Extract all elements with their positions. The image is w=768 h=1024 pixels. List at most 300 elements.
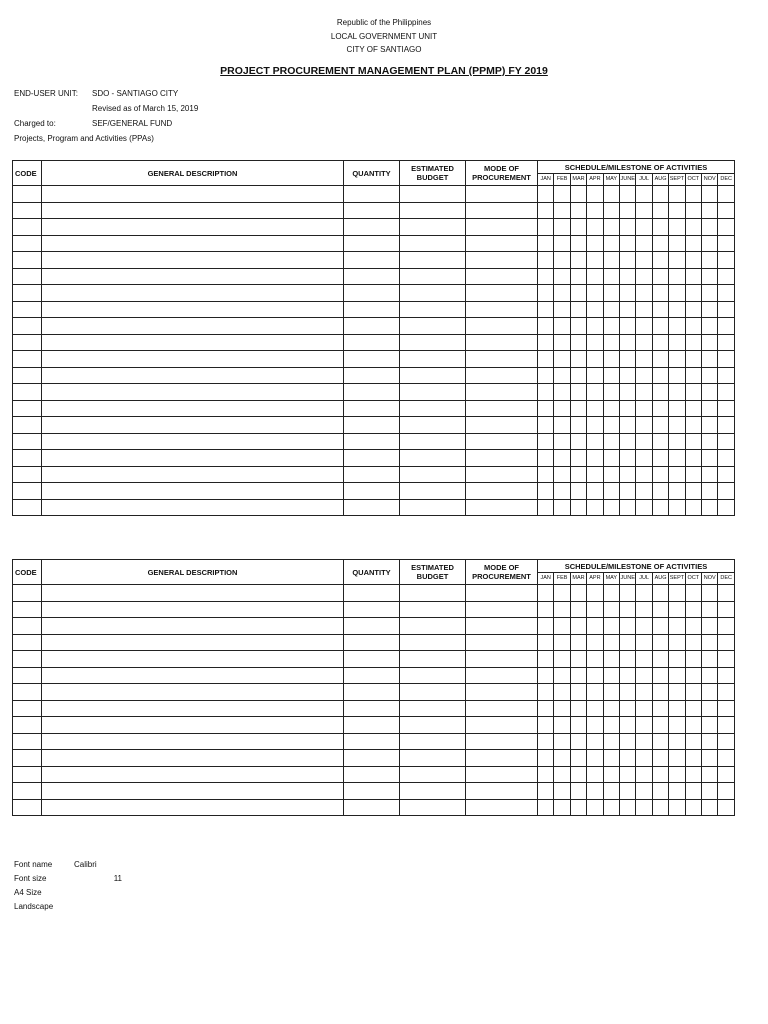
table-cell[interactable] <box>400 700 466 717</box>
table-cell[interactable] <box>669 351 685 368</box>
table-cell[interactable] <box>685 219 701 236</box>
table-cell[interactable] <box>620 766 636 783</box>
table-cell[interactable] <box>603 202 619 219</box>
table-cell[interactable] <box>587 717 603 734</box>
table-cell[interactable] <box>554 783 570 800</box>
table-cell[interactable] <box>718 618 734 635</box>
table-cell[interactable] <box>620 618 636 635</box>
table-cell[interactable] <box>554 634 570 651</box>
table-cell[interactable] <box>538 384 554 401</box>
table-cell[interactable] <box>13 400 42 417</box>
table-cell[interactable] <box>636 351 652 368</box>
table-cell[interactable] <box>603 285 619 302</box>
table-cell[interactable] <box>466 499 538 516</box>
table-cell[interactable] <box>636 285 652 302</box>
table-cell[interactable] <box>13 334 42 351</box>
table-cell[interactable] <box>685 483 701 500</box>
table-cell[interactable] <box>603 334 619 351</box>
table-cell[interactable] <box>344 367 400 384</box>
table-cell[interactable] <box>685 750 701 767</box>
table-cell[interactable] <box>685 268 701 285</box>
table-cell[interactable] <box>344 733 400 750</box>
table-cell[interactable] <box>400 235 466 252</box>
table-cell[interactable] <box>620 733 636 750</box>
table-cell[interactable] <box>669 750 685 767</box>
table-cell[interactable] <box>669 667 685 684</box>
table-cell[interactable] <box>603 750 619 767</box>
table-cell[interactable] <box>42 400 344 417</box>
table-cell[interactable] <box>669 301 685 318</box>
table-cell[interactable] <box>652 651 668 668</box>
table-cell[interactable] <box>42 318 344 335</box>
table-cell[interactable] <box>620 186 636 203</box>
table-cell[interactable] <box>466 334 538 351</box>
table-cell[interactable] <box>13 499 42 516</box>
table-cell[interactable] <box>685 367 701 384</box>
table-cell[interactable] <box>466 186 538 203</box>
table-cell[interactable] <box>538 318 554 335</box>
table-cell[interactable] <box>400 717 466 734</box>
table-cell[interactable] <box>554 351 570 368</box>
table-cell[interactable] <box>400 351 466 368</box>
table-cell[interactable] <box>13 585 42 602</box>
table-cell[interactable] <box>603 450 619 467</box>
table-cell[interactable] <box>603 268 619 285</box>
table-cell[interactable] <box>652 433 668 450</box>
table-cell[interactable] <box>652 700 668 717</box>
table-cell[interactable] <box>702 799 718 816</box>
table-cell[interactable] <box>718 252 734 269</box>
table-cell[interactable] <box>538 651 554 668</box>
table-cell[interactable] <box>42 799 344 816</box>
table-cell[interactable] <box>620 301 636 318</box>
table-cell[interactable] <box>603 783 619 800</box>
table-cell[interactable] <box>685 450 701 467</box>
table-cell[interactable] <box>570 384 586 401</box>
table-cell[interactable] <box>636 219 652 236</box>
table-cell[interactable] <box>669 483 685 500</box>
table-cell[interactable] <box>570 750 586 767</box>
table-cell[interactable] <box>587 483 603 500</box>
table-cell[interactable] <box>587 367 603 384</box>
table-cell[interactable] <box>570 334 586 351</box>
table-cell[interactable] <box>466 252 538 269</box>
table-cell[interactable] <box>718 717 734 734</box>
table-cell[interactable] <box>570 301 586 318</box>
table-cell[interactable] <box>466 202 538 219</box>
table-cell[interactable] <box>570 417 586 434</box>
table-cell[interactable] <box>669 186 685 203</box>
table-cell[interactable] <box>603 799 619 816</box>
table-cell[interactable] <box>587 499 603 516</box>
table-cell[interactable] <box>400 499 466 516</box>
table-cell[interactable] <box>570 318 586 335</box>
table-cell[interactable] <box>685 301 701 318</box>
table-cell[interactable] <box>13 799 42 816</box>
table-cell[interactable] <box>702 717 718 734</box>
table-cell[interactable] <box>603 717 619 734</box>
table-cell[interactable] <box>42 186 344 203</box>
table-cell[interactable] <box>636 667 652 684</box>
table-cell[interactable] <box>13 450 42 467</box>
table-cell[interactable] <box>620 235 636 252</box>
table-cell[interactable] <box>587 351 603 368</box>
table-cell[interactable] <box>702 450 718 467</box>
table-cell[interactable] <box>636 252 652 269</box>
table-cell[interactable] <box>702 400 718 417</box>
table-cell[interactable] <box>570 651 586 668</box>
table-cell[interactable] <box>652 219 668 236</box>
table-cell[interactable] <box>587 651 603 668</box>
table-cell[interactable] <box>636 750 652 767</box>
table-cell[interactable] <box>702 634 718 651</box>
table-cell[interactable] <box>400 367 466 384</box>
table-cell[interactable] <box>620 783 636 800</box>
table-cell[interactable] <box>620 450 636 467</box>
table-cell[interactable] <box>554 202 570 219</box>
table-cell[interactable] <box>603 634 619 651</box>
table-cell[interactable] <box>685 351 701 368</box>
table-cell[interactable] <box>587 417 603 434</box>
table-cell[interactable] <box>13 318 42 335</box>
table-cell[interactable] <box>42 733 344 750</box>
table-cell[interactable] <box>400 400 466 417</box>
table-cell[interactable] <box>400 634 466 651</box>
table-cell[interactable] <box>344 585 400 602</box>
table-cell[interactable] <box>570 367 586 384</box>
table-cell[interactable] <box>554 700 570 717</box>
table-cell[interactable] <box>554 219 570 236</box>
table-cell[interactable] <box>718 400 734 417</box>
table-cell[interactable] <box>13 750 42 767</box>
table-cell[interactable] <box>685 318 701 335</box>
table-cell[interactable] <box>400 450 466 467</box>
table-cell[interactable] <box>42 585 344 602</box>
table-cell[interactable] <box>400 618 466 635</box>
table-cell[interactable] <box>603 684 619 701</box>
table-cell[interactable] <box>344 417 400 434</box>
table-cell[interactable] <box>685 651 701 668</box>
table-cell[interactable] <box>685 799 701 816</box>
table-cell[interactable] <box>702 219 718 236</box>
table-cell[interactable] <box>587 450 603 467</box>
table-cell[interactable] <box>669 285 685 302</box>
table-cell[interactable] <box>702 766 718 783</box>
table-cell[interactable] <box>587 384 603 401</box>
table-cell[interactable] <box>702 601 718 618</box>
table-cell[interactable] <box>620 268 636 285</box>
table-cell[interactable] <box>554 334 570 351</box>
table-cell[interactable] <box>466 601 538 618</box>
table-cell[interactable] <box>570 684 586 701</box>
table-cell[interactable] <box>636 334 652 351</box>
table-cell[interactable] <box>400 799 466 816</box>
table-cell[interactable] <box>344 433 400 450</box>
table-cell[interactable] <box>702 733 718 750</box>
table-cell[interactable] <box>538 585 554 602</box>
table-cell[interactable] <box>538 466 554 483</box>
table-cell[interactable] <box>669 466 685 483</box>
table-cell[interactable] <box>603 301 619 318</box>
table-cell[interactable] <box>652 684 668 701</box>
table-cell[interactable] <box>620 400 636 417</box>
table-cell[interactable] <box>685 285 701 302</box>
table-cell[interactable] <box>702 499 718 516</box>
table-cell[interactable] <box>718 417 734 434</box>
table-cell[interactable] <box>702 301 718 318</box>
table-cell[interactable] <box>466 684 538 701</box>
table-cell[interactable] <box>13 667 42 684</box>
table-cell[interactable] <box>554 499 570 516</box>
table-cell[interactable] <box>587 202 603 219</box>
table-cell[interactable] <box>718 318 734 335</box>
table-cell[interactable] <box>570 618 586 635</box>
table-cell[interactable] <box>13 235 42 252</box>
table-cell[interactable] <box>570 433 586 450</box>
table-cell[interactable] <box>466 733 538 750</box>
table-cell[interactable] <box>344 334 400 351</box>
table-cell[interactable] <box>344 783 400 800</box>
table-cell[interactable] <box>42 301 344 318</box>
table-cell[interactable] <box>685 717 701 734</box>
table-cell[interactable] <box>685 601 701 618</box>
table-cell[interactable] <box>652 717 668 734</box>
table-cell[interactable] <box>554 618 570 635</box>
table-cell[interactable] <box>42 450 344 467</box>
table-cell[interactable] <box>603 766 619 783</box>
table-cell[interactable] <box>685 433 701 450</box>
table-cell[interactable] <box>718 766 734 783</box>
table-cell[interactable] <box>570 450 586 467</box>
table-cell[interactable] <box>636 466 652 483</box>
table-cell[interactable] <box>570 585 586 602</box>
table-cell[interactable] <box>669 417 685 434</box>
table-cell[interactable] <box>603 601 619 618</box>
table-cell[interactable] <box>344 684 400 701</box>
table-cell[interactable] <box>554 268 570 285</box>
table-cell[interactable] <box>718 783 734 800</box>
table-cell[interactable] <box>570 717 586 734</box>
table-cell[interactable] <box>636 235 652 252</box>
table-cell[interactable] <box>702 433 718 450</box>
table-cell[interactable] <box>685 684 701 701</box>
table-cell[interactable] <box>669 433 685 450</box>
table-cell[interactable] <box>344 700 400 717</box>
table-cell[interactable] <box>344 252 400 269</box>
table-cell[interactable] <box>400 651 466 668</box>
table-cell[interactable] <box>42 334 344 351</box>
table-cell[interactable] <box>652 750 668 767</box>
table-cell[interactable] <box>652 799 668 816</box>
table-cell[interactable] <box>13 219 42 236</box>
table-cell[interactable] <box>570 634 586 651</box>
table-cell[interactable] <box>554 235 570 252</box>
table-cell[interactable] <box>344 466 400 483</box>
table-cell[interactable] <box>669 219 685 236</box>
table-cell[interactable] <box>685 235 701 252</box>
table-cell[interactable] <box>400 252 466 269</box>
table-cell[interactable] <box>718 799 734 816</box>
table-cell[interactable] <box>718 700 734 717</box>
table-cell[interactable] <box>554 766 570 783</box>
table-cell[interactable] <box>669 799 685 816</box>
table-cell[interactable] <box>570 783 586 800</box>
table-cell[interactable] <box>636 684 652 701</box>
table-cell[interactable] <box>620 417 636 434</box>
table-cell[interactable] <box>400 268 466 285</box>
table-cell[interactable] <box>538 334 554 351</box>
table-cell[interactable] <box>603 733 619 750</box>
table-cell[interactable] <box>587 667 603 684</box>
table-cell[interactable] <box>718 750 734 767</box>
table-cell[interactable] <box>466 466 538 483</box>
table-cell[interactable] <box>652 384 668 401</box>
table-cell[interactable] <box>652 483 668 500</box>
table-cell[interactable] <box>538 202 554 219</box>
table-cell[interactable] <box>554 400 570 417</box>
table-cell[interactable] <box>702 351 718 368</box>
table-cell[interactable] <box>603 667 619 684</box>
table-cell[interactable] <box>669 700 685 717</box>
table-cell[interactable] <box>344 301 400 318</box>
table-cell[interactable] <box>538 601 554 618</box>
table-cell[interactable] <box>620 202 636 219</box>
table-cell[interactable] <box>652 351 668 368</box>
table-cell[interactable] <box>538 252 554 269</box>
table-cell[interactable] <box>42 750 344 767</box>
table-cell[interactable] <box>466 285 538 302</box>
table-cell[interactable] <box>344 618 400 635</box>
table-cell[interactable] <box>587 318 603 335</box>
table-cell[interactable] <box>603 186 619 203</box>
table-cell[interactable] <box>570 799 586 816</box>
table-cell[interactable] <box>466 367 538 384</box>
table-cell[interactable] <box>400 219 466 236</box>
table-cell[interactable] <box>42 235 344 252</box>
table-cell[interactable] <box>538 219 554 236</box>
table-cell[interactable] <box>669 252 685 269</box>
table-cell[interactable] <box>685 252 701 269</box>
table-cell[interactable] <box>587 334 603 351</box>
table-cell[interactable] <box>702 202 718 219</box>
table-cell[interactable] <box>538 483 554 500</box>
table-cell[interactable] <box>570 400 586 417</box>
table-cell[interactable] <box>538 351 554 368</box>
table-cell[interactable] <box>13 384 42 401</box>
table-cell[interactable] <box>554 466 570 483</box>
table-cell[interactable] <box>538 766 554 783</box>
table-cell[interactable] <box>344 186 400 203</box>
table-cell[interactable] <box>400 585 466 602</box>
table-cell[interactable] <box>400 285 466 302</box>
table-cell[interactable] <box>620 318 636 335</box>
table-cell[interactable] <box>636 186 652 203</box>
table-cell[interactable] <box>554 384 570 401</box>
table-cell[interactable] <box>652 334 668 351</box>
table-cell[interactable] <box>466 235 538 252</box>
table-cell[interactable] <box>466 384 538 401</box>
table-cell[interactable] <box>466 268 538 285</box>
table-cell[interactable] <box>702 667 718 684</box>
table-cell[interactable] <box>702 750 718 767</box>
table-cell[interactable] <box>669 733 685 750</box>
table-cell[interactable] <box>344 667 400 684</box>
table-cell[interactable] <box>344 351 400 368</box>
table-cell[interactable] <box>538 400 554 417</box>
table-cell[interactable] <box>466 799 538 816</box>
table-cell[interactable] <box>554 483 570 500</box>
table-cell[interactable] <box>400 417 466 434</box>
table-cell[interactable] <box>718 601 734 618</box>
table-cell[interactable] <box>538 618 554 635</box>
table-cell[interactable] <box>636 433 652 450</box>
table-cell[interactable] <box>636 301 652 318</box>
table-cell[interactable] <box>554 252 570 269</box>
table-cell[interactable] <box>636 483 652 500</box>
table-cell[interactable] <box>652 601 668 618</box>
table-cell[interactable] <box>603 235 619 252</box>
table-cell[interactable] <box>702 235 718 252</box>
table-cell[interactable] <box>13 700 42 717</box>
table-cell[interactable] <box>652 301 668 318</box>
table-cell[interactable] <box>636 651 652 668</box>
table-cell[interactable] <box>685 334 701 351</box>
table-cell[interactable] <box>620 384 636 401</box>
table-cell[interactable] <box>538 235 554 252</box>
table-cell[interactable] <box>400 601 466 618</box>
table-cell[interactable] <box>587 466 603 483</box>
table-cell[interactable] <box>702 783 718 800</box>
table-cell[interactable] <box>620 700 636 717</box>
table-cell[interactable] <box>620 585 636 602</box>
table-cell[interactable] <box>13 433 42 450</box>
table-cell[interactable] <box>587 433 603 450</box>
table-cell[interactable] <box>702 334 718 351</box>
table-cell[interactable] <box>42 202 344 219</box>
table-cell[interactable] <box>685 634 701 651</box>
table-cell[interactable] <box>13 766 42 783</box>
table-cell[interactable] <box>652 766 668 783</box>
table-cell[interactable] <box>13 634 42 651</box>
table-cell[interactable] <box>13 417 42 434</box>
table-cell[interactable] <box>344 750 400 767</box>
table-cell[interactable] <box>13 733 42 750</box>
table-cell[interactable] <box>702 466 718 483</box>
table-cell[interactable] <box>652 235 668 252</box>
table-cell[interactable] <box>466 634 538 651</box>
table-cell[interactable] <box>13 483 42 500</box>
table-cell[interactable] <box>466 585 538 602</box>
table-cell[interactable] <box>636 318 652 335</box>
table-cell[interactable] <box>702 186 718 203</box>
table-cell[interactable] <box>570 202 586 219</box>
table-cell[interactable] <box>344 799 400 816</box>
table-cell[interactable] <box>620 634 636 651</box>
table-cell[interactable] <box>42 219 344 236</box>
table-cell[interactable] <box>554 717 570 734</box>
table-cell[interactable] <box>603 483 619 500</box>
table-cell[interactable] <box>636 634 652 651</box>
table-cell[interactable] <box>669 367 685 384</box>
table-cell[interactable] <box>42 252 344 269</box>
table-cell[interactable] <box>344 634 400 651</box>
table-cell[interactable] <box>685 585 701 602</box>
table-cell[interactable] <box>620 750 636 767</box>
table-cell[interactable] <box>636 417 652 434</box>
table-cell[interactable] <box>466 433 538 450</box>
table-cell[interactable] <box>718 384 734 401</box>
table-cell[interactable] <box>344 483 400 500</box>
